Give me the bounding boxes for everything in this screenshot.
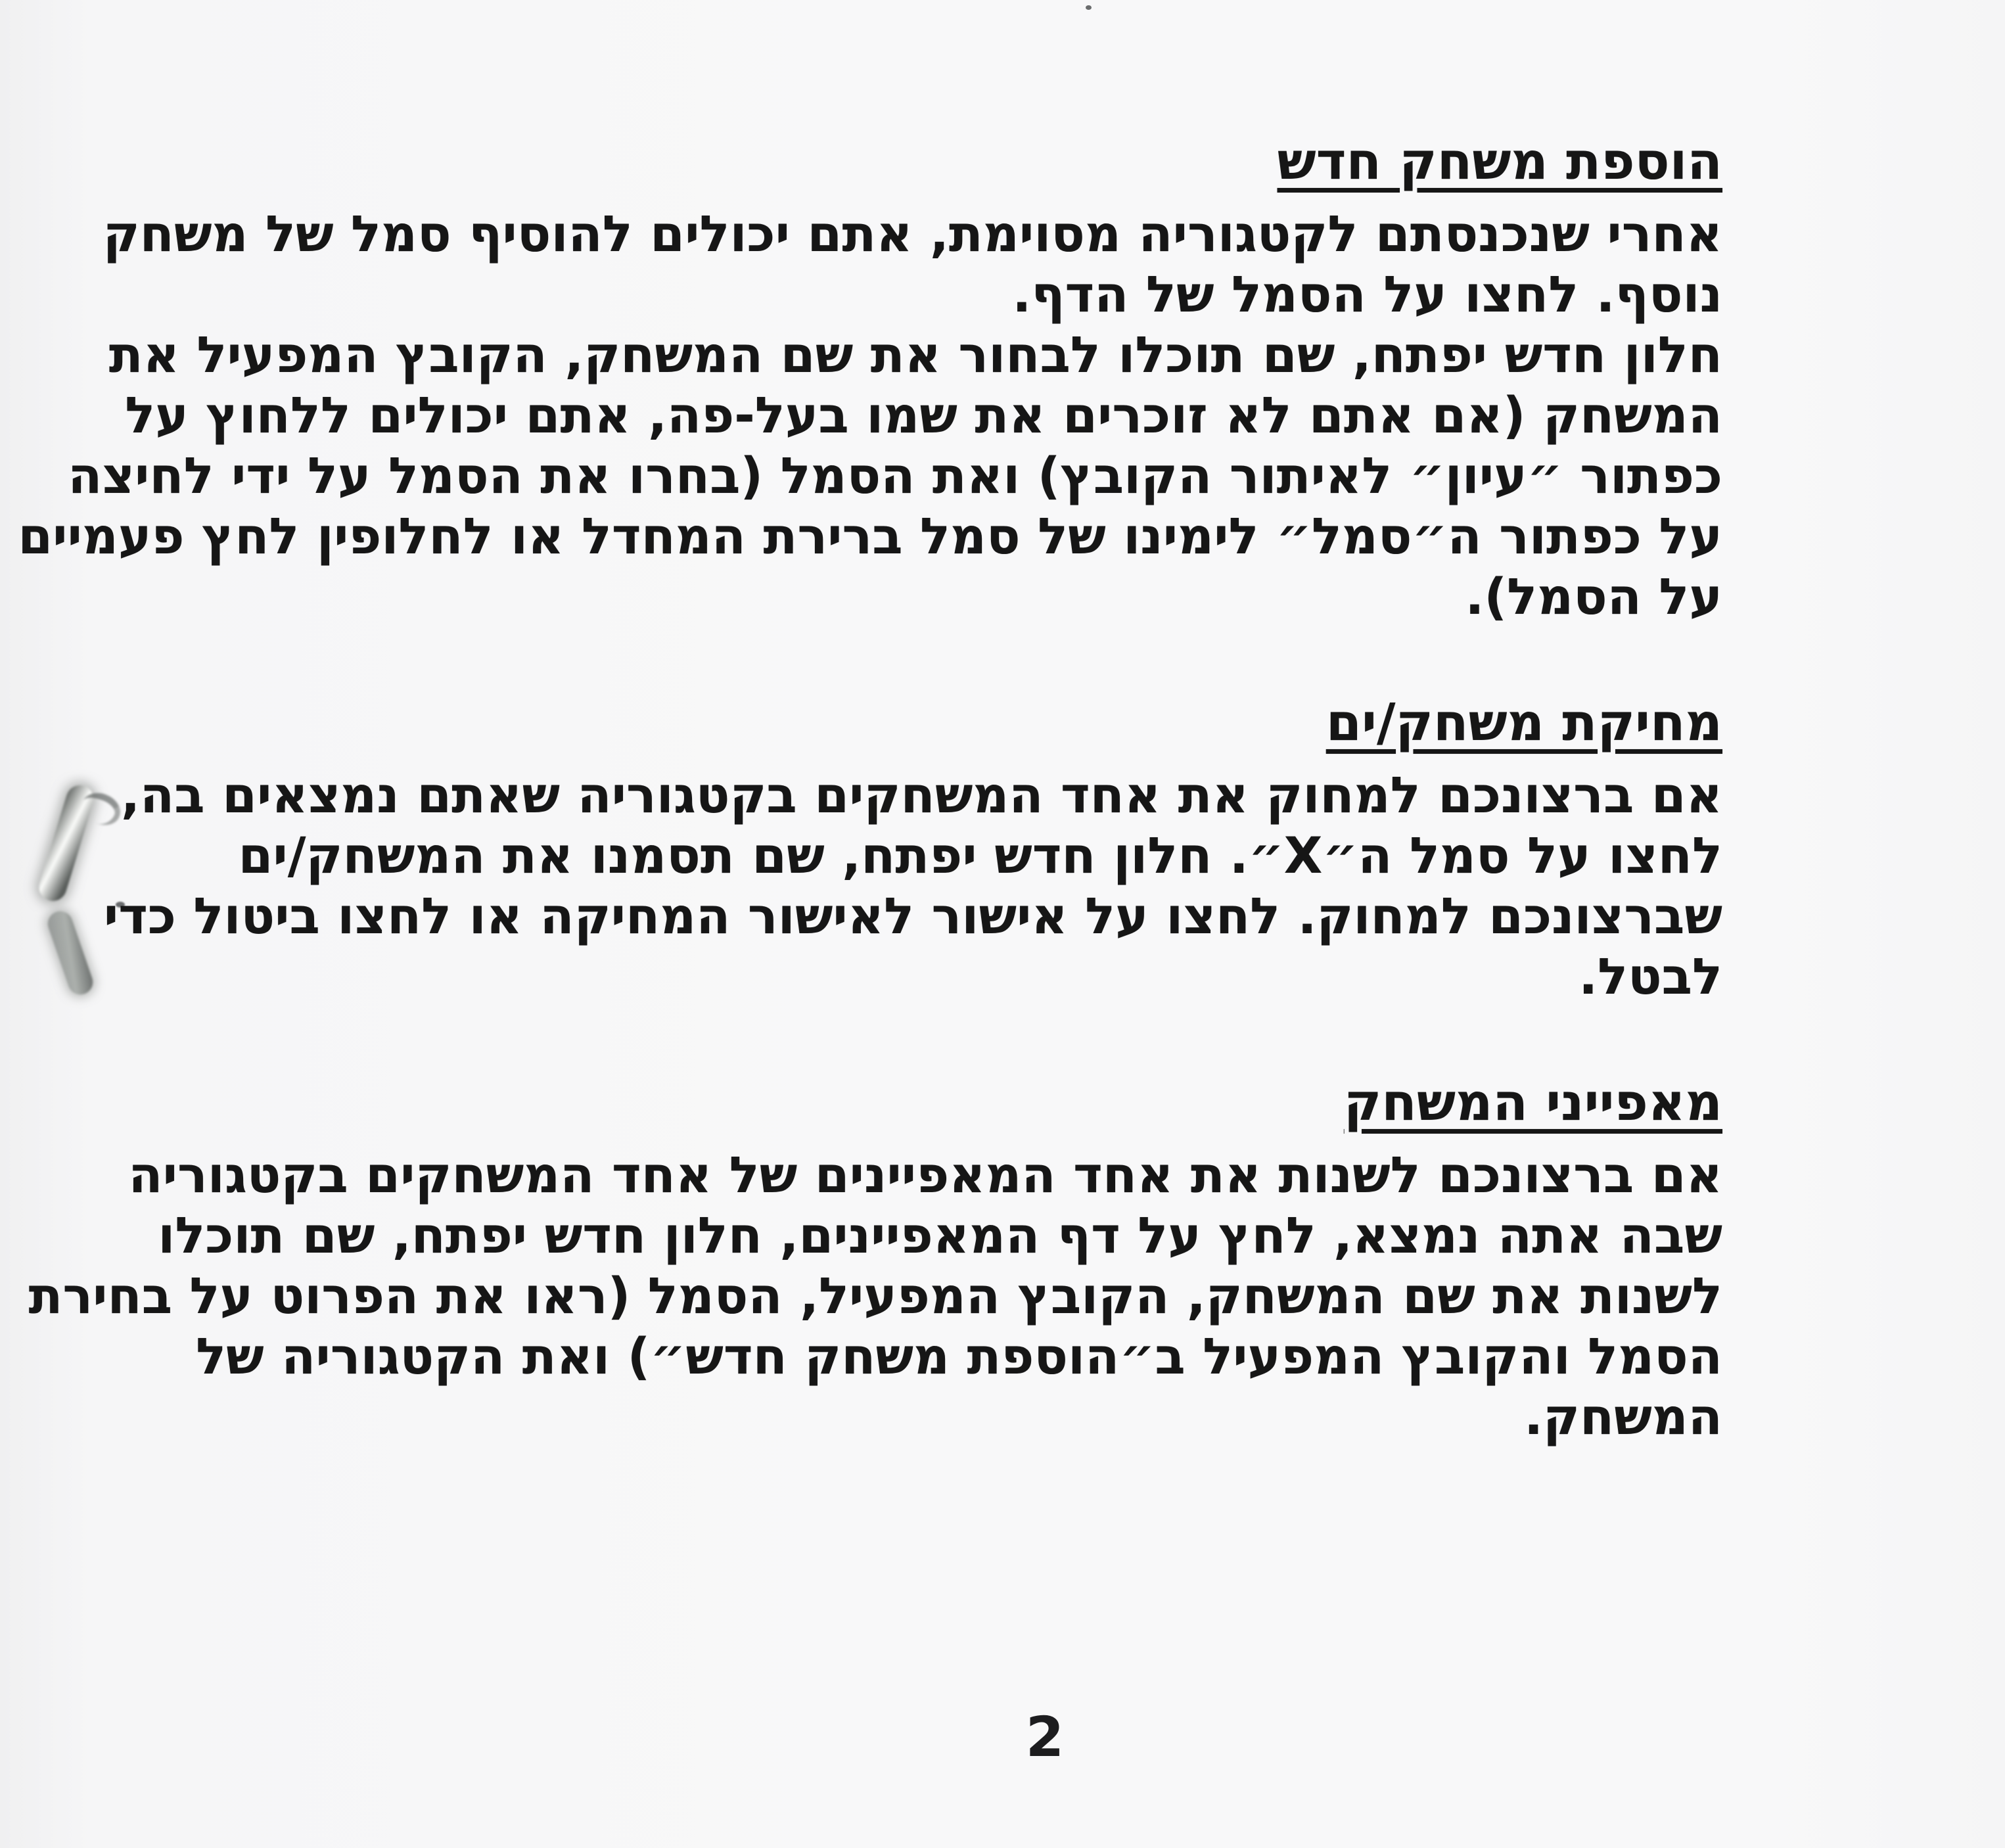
document-text-block [18,129,1722,1447]
text-line: אחרי שנכנסתם לקטגוריה מסוימת, אתם יכולים להוסיף סמל של משחק [103,204,1722,263]
text-line: הסמל והקובץ המפעיל ב״הוספת משחק חדש״) ואת הקטגוריה של [196,1327,1722,1385]
section-heading [172,1070,1722,1136]
text-line: חלון חדש יפתח, שם תוכלו לבחור את שם המשחק, הקובץ המפעיל את [108,325,1722,384]
text-line: על כפתור ה״סמל״ לימינו של סמל ברירת המחדל או לחלופין לחץ פעמיים [18,507,1722,565]
section-delete-games [103,690,1722,1007]
text-line: המשחק (אם אתם לא זוכרים את שמו בעל-פה, אתם יכולים ללחוץ על [125,386,1722,444]
section-add-new-game [18,129,1722,627]
text-line: אם ברצונכם למחוק את אחד המשחקים בקטגוריה שאתם נמצאים בה, [121,766,1722,824]
text-line: לשנות את שם המשחק, הקובץ המפעיל, הסמל (ראו את הפרוט על בחירת [28,1266,1722,1325]
text-line: אם ברצונכם לשנות את אחד המאפיינים של אחד המשחקים בקטגוריה [128,1145,1722,1204]
text-line: המשחק. [1524,1387,1722,1446]
section-heading [172,690,1722,756]
scan-speck [1086,5,1092,10]
staple-lower-leg [45,908,97,998]
section-game-properties [28,1070,1722,1447]
text-line: נוסף. לחצו על הסמל של הדף. [1012,265,1722,323]
text-line: לחצו על סמל ה״X״. חלון חדש יפתח, שם תסמנו את המשחק/ים [238,826,1722,885]
text-line: כפתור ״עיון״ לאיתור הקובץ) ואת הסמל (בחרו את הסמל על ידי לחיצה [68,446,1722,505]
section-heading-text: מאפייני המשחק [1343,1073,1722,1132]
page-number: 2 [1025,1705,1065,1769]
text-line: על הסמל). [1465,567,1722,626]
section-heading-text: מחיקת משחק/ים [1325,693,1722,752]
section-heading-text: הוספת משחק חדש [1277,132,1722,191]
text-line: לבטל. [1579,947,1722,1005]
section-heading [172,129,1722,195]
text-line: שבה אתה נמצא, לחץ על דף המאפיינים, חלון חדש יפתח, שם תוכלו [158,1206,1722,1264]
text-line: שברצונכם למחוק. לחצו על אישור לאישור המחיקה או לחצו ביטול כדי [103,887,1722,945]
